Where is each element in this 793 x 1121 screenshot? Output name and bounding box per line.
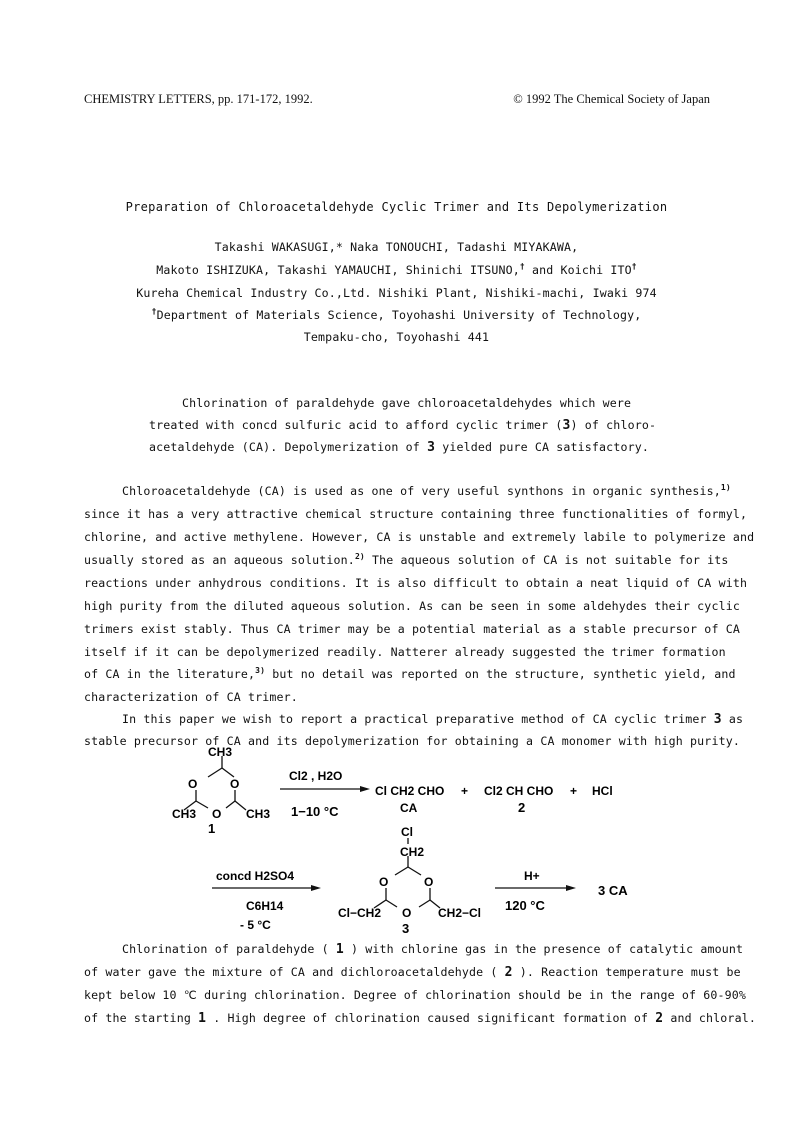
- body-p1-line-7: trimers exist stably. Thus CA trimer may be a potential material as a stable precursor of CA: [84, 622, 740, 636]
- methylene-top: CH2: [400, 845, 425, 859]
- abstract-line-2: [149, 418, 656, 433]
- compound-number: 2: [504, 965, 513, 980]
- reference-mark: 2): [354, 552, 365, 562]
- abstract-line-1: Chlorination of paraldehyde gave chloroacetaldehydes which were: [182, 396, 632, 410]
- arrow1-reagents: Cl2 , H2O: [289, 769, 343, 783]
- dagger-mark: †: [519, 262, 525, 272]
- body-text: In this paper we wish to report a practical preparative method of CA cyclic trimer: [122, 712, 714, 726]
- copyright-notice: © 1992 The Chemical Society of Japan: [513, 92, 710, 106]
- product-ca-formula: Cl CH2 CHO: [375, 784, 445, 798]
- compound-label-1: 1: [208, 821, 216, 836]
- body-p1-line-10: characterization of CA trimer.: [84, 690, 298, 704]
- left-substituent: Cl−CH2: [338, 906, 382, 920]
- body-text: and chloral.: [663, 1011, 756, 1025]
- abstract-line-3: [149, 440, 649, 455]
- arrow2-reagent: concd H2SO4: [216, 869, 295, 883]
- body-text: as: [721, 712, 744, 726]
- arrow-head: [566, 885, 576, 891]
- abstract-line-3-b: yielded pure CA satisfactory.: [435, 440, 649, 454]
- body-text: . High degree of chlorination caused significant formation of: [206, 1011, 656, 1025]
- abstract-line-3-a: acetaldehyde (CA). Depolymerization of: [149, 440, 428, 454]
- body-text: Chloroacetaldehyde (CA) is used as one of very useful synthons in organic synthesis,: [122, 484, 721, 498]
- ring-oxygen: O: [402, 906, 412, 920]
- arrow2-temperature: - 5 °C: [240, 918, 271, 932]
- reaction-scheme: [0, 740, 793, 940]
- compound-number: 1: [335, 942, 344, 957]
- affiliation-2: [0, 308, 793, 322]
- reference-mark: 1): [720, 483, 731, 493]
- final-product: 3 CA: [598, 883, 628, 898]
- authors-line-1: Takashi WAKASUGI,* Naka TONOUCHI, Tadashi MIYAKAWA,: [214, 240, 579, 254]
- affiliation-1: Kureha Chemical Industry Co.,Ltd. Nishiki Plant, Nishiki-machi, Iwaki 974: [136, 286, 657, 300]
- compound-number: 2: [655, 1011, 664, 1026]
- dagger-mark: †: [631, 262, 637, 272]
- authors-line-2: [0, 263, 793, 277]
- body-text: but no detail was reported on the structure, synthetic yield, and: [265, 667, 736, 681]
- body-p3-line-2: [84, 965, 741, 980]
- body-text: usually stored as an aqueous solution.: [84, 553, 355, 567]
- hcl-formula: HCl: [592, 784, 613, 798]
- body-p1-line-4: [84, 553, 729, 567]
- ring-oxygen: O: [379, 875, 389, 889]
- body-p1-line-3: chlorine, and active methylene. However, CA is unstable and extremely labile to polymerize and: [84, 530, 755, 544]
- body-text: ) with chlorine gas in the presence of catalytic amount: [343, 942, 744, 956]
- body-p3-line-3: kept below 10 ℃ during chlorination. Degree of chlorination should be in the range of 60-90%: [84, 988, 747, 1002]
- body-text: of water gave the mixture of CA and dichloroacetaldehyde (: [84, 965, 505, 979]
- arrow1-conditions: 1−10 °C: [291, 804, 339, 819]
- body-p1-line-6: high purity from the diluted aqueous solution. As can be seen in some aldehydes their cyclic: [84, 599, 740, 613]
- compound-number: 3: [713, 712, 722, 727]
- abstract-line-2-b: ) of chloro-: [570, 418, 657, 432]
- body-text: ). Reaction temperature must be: [512, 965, 741, 979]
- ring-oxygen: O: [212, 807, 222, 821]
- body-text: of CA in the literature,: [84, 667, 256, 681]
- affiliation-3: Tempaku-cho, Toyohashi 441: [303, 330, 490, 344]
- compound-number: 3: [562, 418, 571, 433]
- abstract-line-2-a: treated with concd sulfuric acid to afford cyclic trimer (: [149, 418, 563, 432]
- plus-sign: +: [461, 784, 469, 798]
- affiliation-2-text: Department of Materials Science, Toyohashi University of Technology,: [156, 308, 642, 322]
- compound-label-2: 2: [518, 800, 526, 815]
- body-p1-line-1: [122, 484, 731, 498]
- reference-mark: 3): [255, 666, 266, 676]
- arrow3-acid: H+: [524, 869, 540, 883]
- body-p2-line-1: [122, 712, 743, 727]
- body-p1-line-5: reactions under anhydrous conditions. It is also difficult to obtain a neat liquid of CA with: [84, 576, 748, 590]
- body-p2-line-2: stable precursor of CA and its depolymerization for obtaining a CA monomer with high purity.: [84, 734, 740, 748]
- methyl-left: CH3: [172, 807, 197, 821]
- dagger-mark: †: [151, 307, 157, 317]
- body-p3-line-4: [84, 1011, 756, 1026]
- body-text: Chlorination of paraldehyde (: [122, 942, 336, 956]
- body-p3-line-1: [122, 942, 743, 957]
- body-p1-line-8: itself if it can be depolymerized readily. Natterer already suggested the trimer formation: [84, 645, 726, 659]
- chlorine-top: Cl: [401, 825, 413, 839]
- arrow2-solvent: C6H14: [246, 899, 284, 913]
- journal-citation: CHEMISTRY LETTERS, pp. 171-172, 1992.: [84, 92, 313, 106]
- compound-label-3: 3: [402, 921, 410, 936]
- product-2-formula: Cl2 CH CHO: [484, 784, 554, 798]
- ring-oxygen: O: [230, 777, 240, 791]
- ring-oxygen: O: [424, 875, 434, 889]
- arrow-head: [360, 786, 370, 792]
- running-head: [84, 92, 710, 108]
- body-text: of the starting: [84, 1011, 199, 1025]
- arrow3-temperature: 120 °C: [505, 898, 545, 913]
- body-p1-line-9: [84, 667, 736, 681]
- methyl-right: CH3: [246, 807, 271, 821]
- right-substituent: CH2−Cl: [438, 906, 482, 920]
- ring-oxygen: O: [188, 777, 198, 791]
- compound-number: 1: [198, 1011, 207, 1026]
- product-ca-label: CA: [400, 801, 418, 815]
- authors-line-2-last: and Koichi ITO: [524, 263, 632, 277]
- arrow-head: [311, 885, 321, 891]
- plus-sign: +: [570, 784, 578, 798]
- body-p1-line-2: since it has a very attractive chemical structure containing three functionalities of formyl,: [84, 507, 748, 521]
- compound-number: 3: [427, 440, 436, 455]
- methyl-top: CH3: [208, 745, 233, 759]
- authors-line-2-names: Makoto ISHIZUKA, Takashi YAMAUCHI, Shinichi ITSUNO,: [156, 263, 520, 277]
- body-text: The aqueous solution of CA is not suitable for its: [364, 553, 729, 567]
- paper-title: Preparation of Chloroacetaldehyde Cyclic Trimer and Its Depolymerization: [125, 200, 668, 214]
